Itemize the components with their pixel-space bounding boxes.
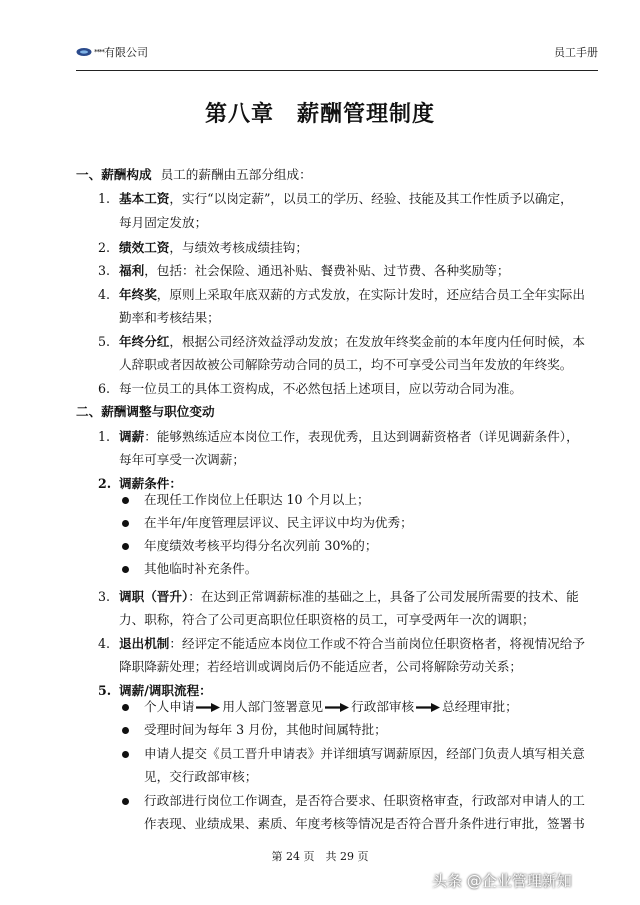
- list-item: 基本工资，实行“以岗定薪”，以员工的学历、经验、技能及其工作性质予以确定，: [119, 191, 573, 206]
- bullet-icon: [122, 704, 129, 711]
- list-item: 调薪条件：: [119, 476, 182, 491]
- list-number: 2.: [98, 476, 112, 491]
- list-item-continued: 降职降薪处理；若经培训或调岗后仍不能适应者，公司将解除劳动关系；: [119, 659, 522, 674]
- bullet-item-continued: 见，交行政部审核；: [144, 769, 258, 784]
- list-item: 调薪：能够熟练适应本岗位工作，表现优秀，且达到调薪资格者（详见调薪条件），: [119, 429, 579, 444]
- list-number: 3.: [98, 589, 111, 604]
- list-item: 绩效工资，与绩效考核成绩挂钩；: [119, 240, 308, 255]
- page-header: [76, 44, 598, 66]
- arrow-right-icon: [196, 703, 220, 712]
- bullet-item: 在半年/年度管理层评议、民主评议中均为优秀；: [144, 515, 413, 530]
- list-number: 6.: [98, 381, 111, 396]
- list-item-continued: 勤率和考核结果；: [119, 310, 220, 325]
- page-footer: 第 24 页 共 29 页: [271, 850, 369, 863]
- list-item-continued: 每年可享受一次调薪；: [119, 452, 245, 467]
- chapter-title: 第八章 薪酬管理制度: [204, 102, 435, 127]
- list-item: 年终奖，原则上采取年底双薪的方式发放，在实际计发时，还应结合员工全年实际出: [119, 287, 585, 302]
- list-item: 退出机制：经评定不能适应本岗位工作或不符合当前岗位任职资格者，将视情况给予: [119, 636, 585, 651]
- bullet-item: 其他临时补充条件。: [144, 561, 258, 576]
- list-number: 5.: [98, 334, 111, 349]
- bullet-item: 行政部进行岗位工作调查，是否符合要求、任职资格审查，行政部对申请人的工: [144, 793, 585, 808]
- bullet-item: 受理时间为每年 3 月份，其他时间属特批；: [144, 722, 387, 737]
- bullet-item-continued: 作表现、业绩成果、素质、年度考核等情况是否符合晋升条件进行审批，签署书: [144, 816, 585, 831]
- bullet-item: 年度绩效考核平均得分名次列前 30%的；: [144, 538, 378, 553]
- list-number: 5.: [98, 683, 112, 698]
- flow-line: [144, 699, 518, 715]
- list-item-continued: 人辞职或者因故被公司解除劳动合同的员工，均不可享受公司当年发放的年终奖。: [119, 357, 573, 372]
- bullet-icon: [122, 497, 129, 504]
- bullet-icon: [122, 751, 129, 758]
- bullet-item: 在现任工作岗位上任职达 10 个月以上；: [144, 492, 370, 507]
- bullet-icon: [122, 798, 129, 805]
- list-number: 4.: [98, 636, 111, 651]
- list-item: 年终分红，根据公司经济效益浮动发放；在发放年终奖金前的本年度内任何时候，本: [119, 334, 585, 349]
- arrow-right-icon: [416, 703, 440, 712]
- manual-title: 员工手册: [554, 46, 598, 59]
- flow-step: 行政部审核: [351, 699, 415, 714]
- flow-step: 用人部门签署意见: [222, 699, 324, 714]
- bullet-icon: [122, 520, 129, 527]
- list-item-continued: 每月固定发放；: [119, 215, 208, 230]
- list-item: 福利，包括：社会保险、通迅补贴、餐费补贴、过节费、各种奖励等；: [119, 263, 510, 278]
- list-item: 每一位员工的具体工资构成，不必然包括上述项目，应以劳动合同为准。: [119, 381, 522, 396]
- flow-step: 总经理审批；: [442, 699, 518, 714]
- arrow-right-icon: [325, 703, 349, 712]
- watermark: 头条 @企业管理新知: [432, 872, 572, 890]
- section1-heading: 一、薪酬构成: [76, 167, 152, 182]
- list-item: 调薪/调职流程：: [119, 683, 212, 698]
- list-number: 4.: [98, 287, 111, 302]
- company-name: ****有限公司: [94, 46, 148, 59]
- company-logo-icon: [76, 47, 92, 57]
- bullet-icon: [122, 566, 129, 573]
- list-item-continued: 力、职称，符合了公司更高职位任职资格的员工，可享受两年一次的调职；: [119, 612, 535, 627]
- list-number: 3.: [98, 263, 111, 278]
- header-divider: [76, 70, 598, 71]
- section1-line: [76, 167, 312, 183]
- list-number: 2.: [98, 240, 111, 255]
- section1-intro: 员工的薪酬由五部分组成：: [160, 167, 312, 182]
- section2-heading: 二、薪酬调整与职位变动: [76, 404, 215, 419]
- bullet-icon: [122, 727, 129, 734]
- bullet-icon: [122, 543, 129, 550]
- flow-step: 个人申请: [144, 699, 195, 714]
- list-number: 1.: [98, 429, 111, 444]
- bullet-item: 申请人提交《员工晋升申请表》并详细填写调薪原因，经部门负责人填写相关意: [144, 746, 585, 761]
- list-item: 调职（晋升）：在达到正常调薪标准的基础之上，具备了公司发展所需要的技术、能: [119, 589, 579, 604]
- list-number: 1.: [98, 191, 111, 206]
